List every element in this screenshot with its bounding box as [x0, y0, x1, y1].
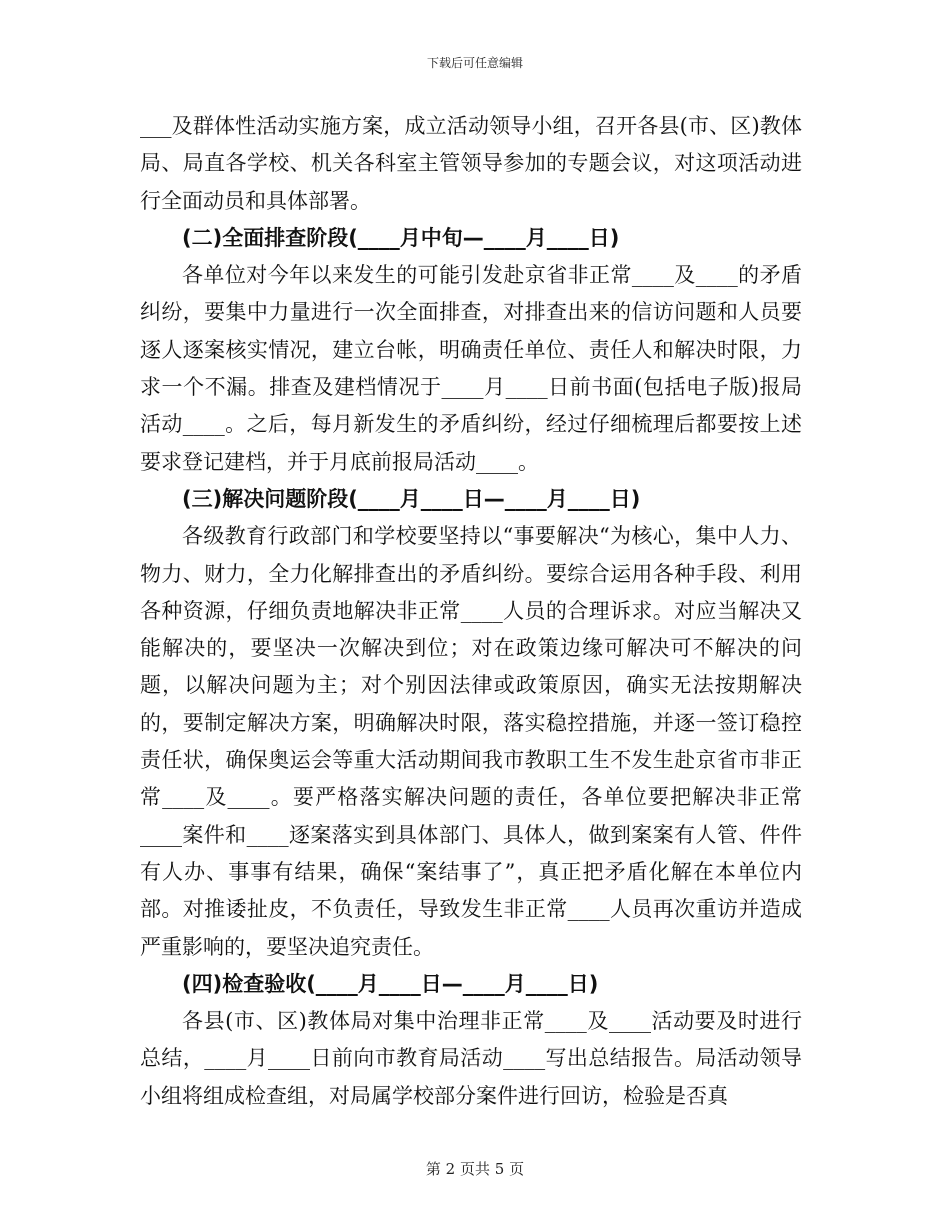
paragraph-4: 各县(市、区)教体局对集中治理非正常____及____活动要及时进行总结，____月____日前向市教育局活动____写出总结报告。局活动领导小组将组成检查组，对局属学校部分案件进行回访，检验是否真	[140, 1009, 802, 1108]
section-heading-2: (二)全面排查阶段(____月中旬—____月____日)	[182, 225, 620, 250]
paragraph-2: 各单位对今年以来发生的可能引发赴京省非正常____及____的矛盾纠纷，要集中力量进行一次全面排查，对排查出来的信访问题和人员要逐人逐案核实情况，建立台帐，明确责任单位、责任人和解决时限，力求一个不漏。排查及建档情况于____月____日前书面(包括电子版)报局活动____。之后，每月新发生的矛盾纠纷，经过仔细梳理后都要按上述要求登记建档，并于月底前报局活动____。	[140, 263, 802, 474]
document-body	[140, 108, 802, 1115]
paragraph-3: 各级教育行政部门和学校要坚持以“事要解决“为核心，集中人力、物力、财力，全力化解排查出的矛盾纠纷。要综合运用各种手段、利用各种资源，仔细负责地解决非正常____人员的合理诉求。对应当解决又能解决的，要坚决一次解决到位；对在政策边缘可解决可不解决的问题，以解决问题为主；对个别因法律或政策原因，确实无法按期解决的，要制定解决方案，明确解决时限，落实稳控措施，并逐一签订稳控责任状，确保奥运会等重大活动期间我市教职工生不发生赴京省市非正常____及____。要严格落实解决问题的责任，各单位要把解决非正常____案件和____逐案落实到具体部门、具体人，做到案案有人管、件件有人办、事事有结果，确保“案结事了”，真正把矛盾化解在本单位内部。对推诿扯皮，不负责任，导致发生非正常____人员再次重访并造成严重影响的，要坚决追究责任。	[140, 524, 802, 959]
section-heading-3: (三)解决问题阶段(____月____日—____月____日)	[182, 486, 641, 511]
section-heading-4: (四)检查验收(____月____日—____月____日)	[182, 971, 599, 996]
header-note: 下载后可任意编辑	[426, 56, 523, 70]
page-number: 第 2 页共 5 页	[425, 1160, 525, 1178]
paragraph-1: ___及群体性活动实施方案，成立活动领导小组，召开各县(市、区)教体局、局直各学校、机关各科室主管领导参加的专题会议，对这项活动进行全面动员和具体部署。	[140, 114, 802, 213]
